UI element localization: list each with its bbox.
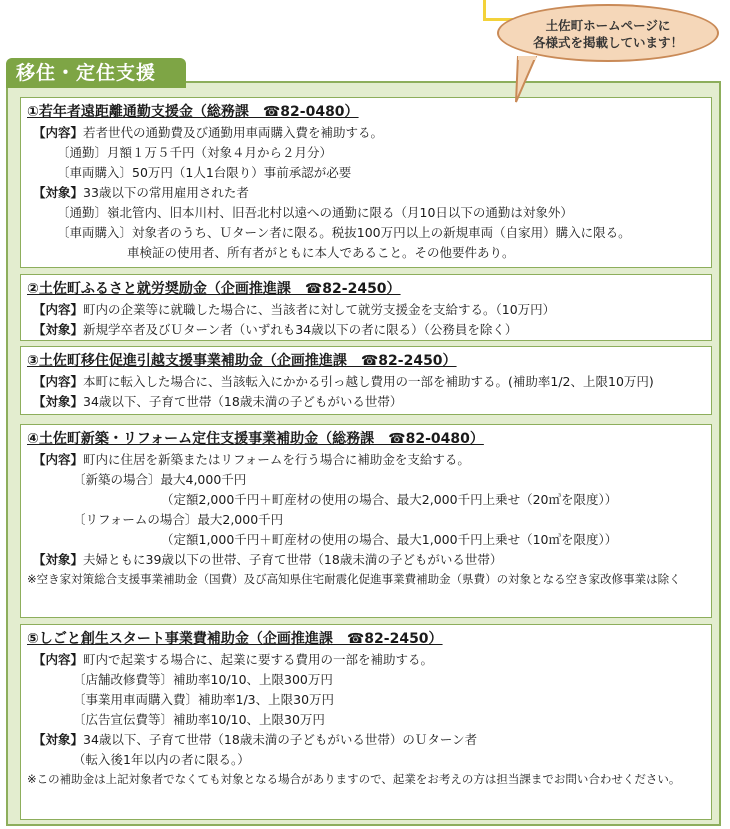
content-label: 【内容】 xyxy=(33,452,84,467)
target-detail: 〔車両購入〕対象者のうち、Ｕターン者に限る。税抜100万円以上の新規車両（自家用）購入に限る。 xyxy=(57,225,631,240)
program-note: ※空き家対策総合支援事業補助金（国費）及び高知県住宅耐震化促進事業費補助金（県費）の対象となる空き家改修事業は除く xyxy=(27,572,681,586)
target-text: 34歳以下、子育て世帯（18歳未満の子どもがいる世帯） xyxy=(83,394,403,409)
content-text: 町内の企業等に就職した場合に、当該者に対して就労支援金を支給する。（10万円） xyxy=(83,302,556,317)
content-label: 【内容】 xyxy=(33,374,84,389)
content-text: 町内で起業する場合に、起業に要する費用の一部を補助する。 xyxy=(83,652,434,667)
content-detail: 〔事業用車両購入費〕補助率1/3、上限30万円 xyxy=(73,692,335,707)
program-card-2 xyxy=(20,274,712,341)
decorative-line xyxy=(483,0,486,20)
content-detail: 〔通勤〕月額１万５千円（対象４月から２月分） xyxy=(57,145,333,160)
reform-amount: 〔リフォームの場合〕最大2,000千円 xyxy=(73,512,284,527)
program-note: ※この補助金は上記対象者でなくても対象となる場合がありますので、起業をお考えの方は担当課までお問い合わせください。 xyxy=(27,772,681,786)
target-text: 新規学卒者及びＵターン者（いずれも34歳以下の者に限る）（公務員を除く） xyxy=(83,322,518,337)
target-text: 33歳以下の常用雇用された者 xyxy=(83,185,249,200)
section-tab: 移住・定住支援 xyxy=(6,58,186,88)
target-row xyxy=(27,730,705,750)
bubble-line-2: 各様式を掲載しています！ xyxy=(532,35,683,50)
target-text: 34歳以下、子育て世帯（18歳未満の子どもがいる世帯）のＵターン者 xyxy=(83,732,478,747)
content-label: 【内容】 xyxy=(33,125,84,140)
target-row xyxy=(27,183,705,203)
content-text: 町内に住居を新築またはリフォームを行う場合に補助金を支給する。 xyxy=(83,452,470,467)
program-title: ①若年者遠距離通勤支援金（総務課 ☎82-0480） xyxy=(27,104,359,120)
target-detail: 〔通勤〕嶺北管内、旧本川村、旧吾北村以遠への通勤に限る（月10日以下の通勤は対象外） xyxy=(57,205,573,220)
program-title: ④土佐町新築・リフォーム定住支援事業補助金（総務課 ☎82-0480） xyxy=(27,431,484,447)
content-detail: 〔広告宣伝費等〕補助率10/10、上限30万円 xyxy=(73,712,325,727)
target-row xyxy=(27,320,705,340)
reform-note: （定額1,000千円＋町産材の使用の場合、最大1,000千円上乗せ（10㎥を限度）） xyxy=(161,532,618,547)
content-row xyxy=(27,372,705,392)
target-row xyxy=(27,392,705,412)
target-label: 【対象】 xyxy=(33,552,84,567)
content-row xyxy=(27,650,705,670)
target-detail: （転入後1年以内の者に限る。） xyxy=(73,752,250,767)
program-title: ③土佐町移住促進引越支援事業補助金（企画推進課 ☎82-2450） xyxy=(27,353,457,369)
content-row xyxy=(27,300,705,320)
content-text: 若者世代の通勤費及び通勤用車両購入費を補助する。 xyxy=(83,125,384,140)
program-title: ⑤しごと創生スタート事業費補助金（企画推進課 ☎82-2450） xyxy=(27,631,443,647)
program-card-3 xyxy=(20,346,712,415)
new-build-note: （定額2,000千円＋町産材の使用の場合、最大2,000千円上乗せ（20㎥を限度）） xyxy=(161,492,618,507)
target-label: 【対象】 xyxy=(33,394,84,409)
target-row xyxy=(27,550,705,570)
content-row xyxy=(27,450,705,470)
content-detail: 〔車両購入〕50万円（1人1台限り）事前承認が必要 xyxy=(57,165,352,180)
speech-bubble-tail xyxy=(512,56,542,104)
new-build-amount: 〔新築の場合〕最大4,000千円 xyxy=(73,472,247,487)
target-label: 【対象】 xyxy=(33,732,84,747)
program-card-4 xyxy=(20,424,712,618)
content-label: 【内容】 xyxy=(33,302,84,317)
program-title: ②土佐町ふるさと就労奨励金（企画推進課 ☎82-2450） xyxy=(27,281,401,297)
content-row xyxy=(27,123,705,143)
content-text: 本町に転入した場合に、当該転入にかかる引っ越し費用の一部を補助する。(補助率1/2、上限10万円) xyxy=(83,374,654,389)
program-card-5 xyxy=(20,624,712,820)
homepage-notice-bubble xyxy=(497,4,719,62)
bubble-line-1: 土佐町ホームページに xyxy=(545,18,671,33)
target-text: 夫婦ともに39歳以下の世帯、子育て世帯（18歳未満の子どもがいる世帯） xyxy=(83,552,503,567)
target-detail: 車検証の使用者、所有者がともに本人であること。その他要件あり。 xyxy=(127,245,515,260)
content-detail: 〔店舗改修費等〕補助率10/10、上限300万円 xyxy=(73,672,333,687)
program-card-1 xyxy=(20,97,712,268)
target-label: 【対象】 xyxy=(33,322,84,337)
content-label: 【内容】 xyxy=(33,652,84,667)
target-label: 【対象】 xyxy=(33,185,84,200)
